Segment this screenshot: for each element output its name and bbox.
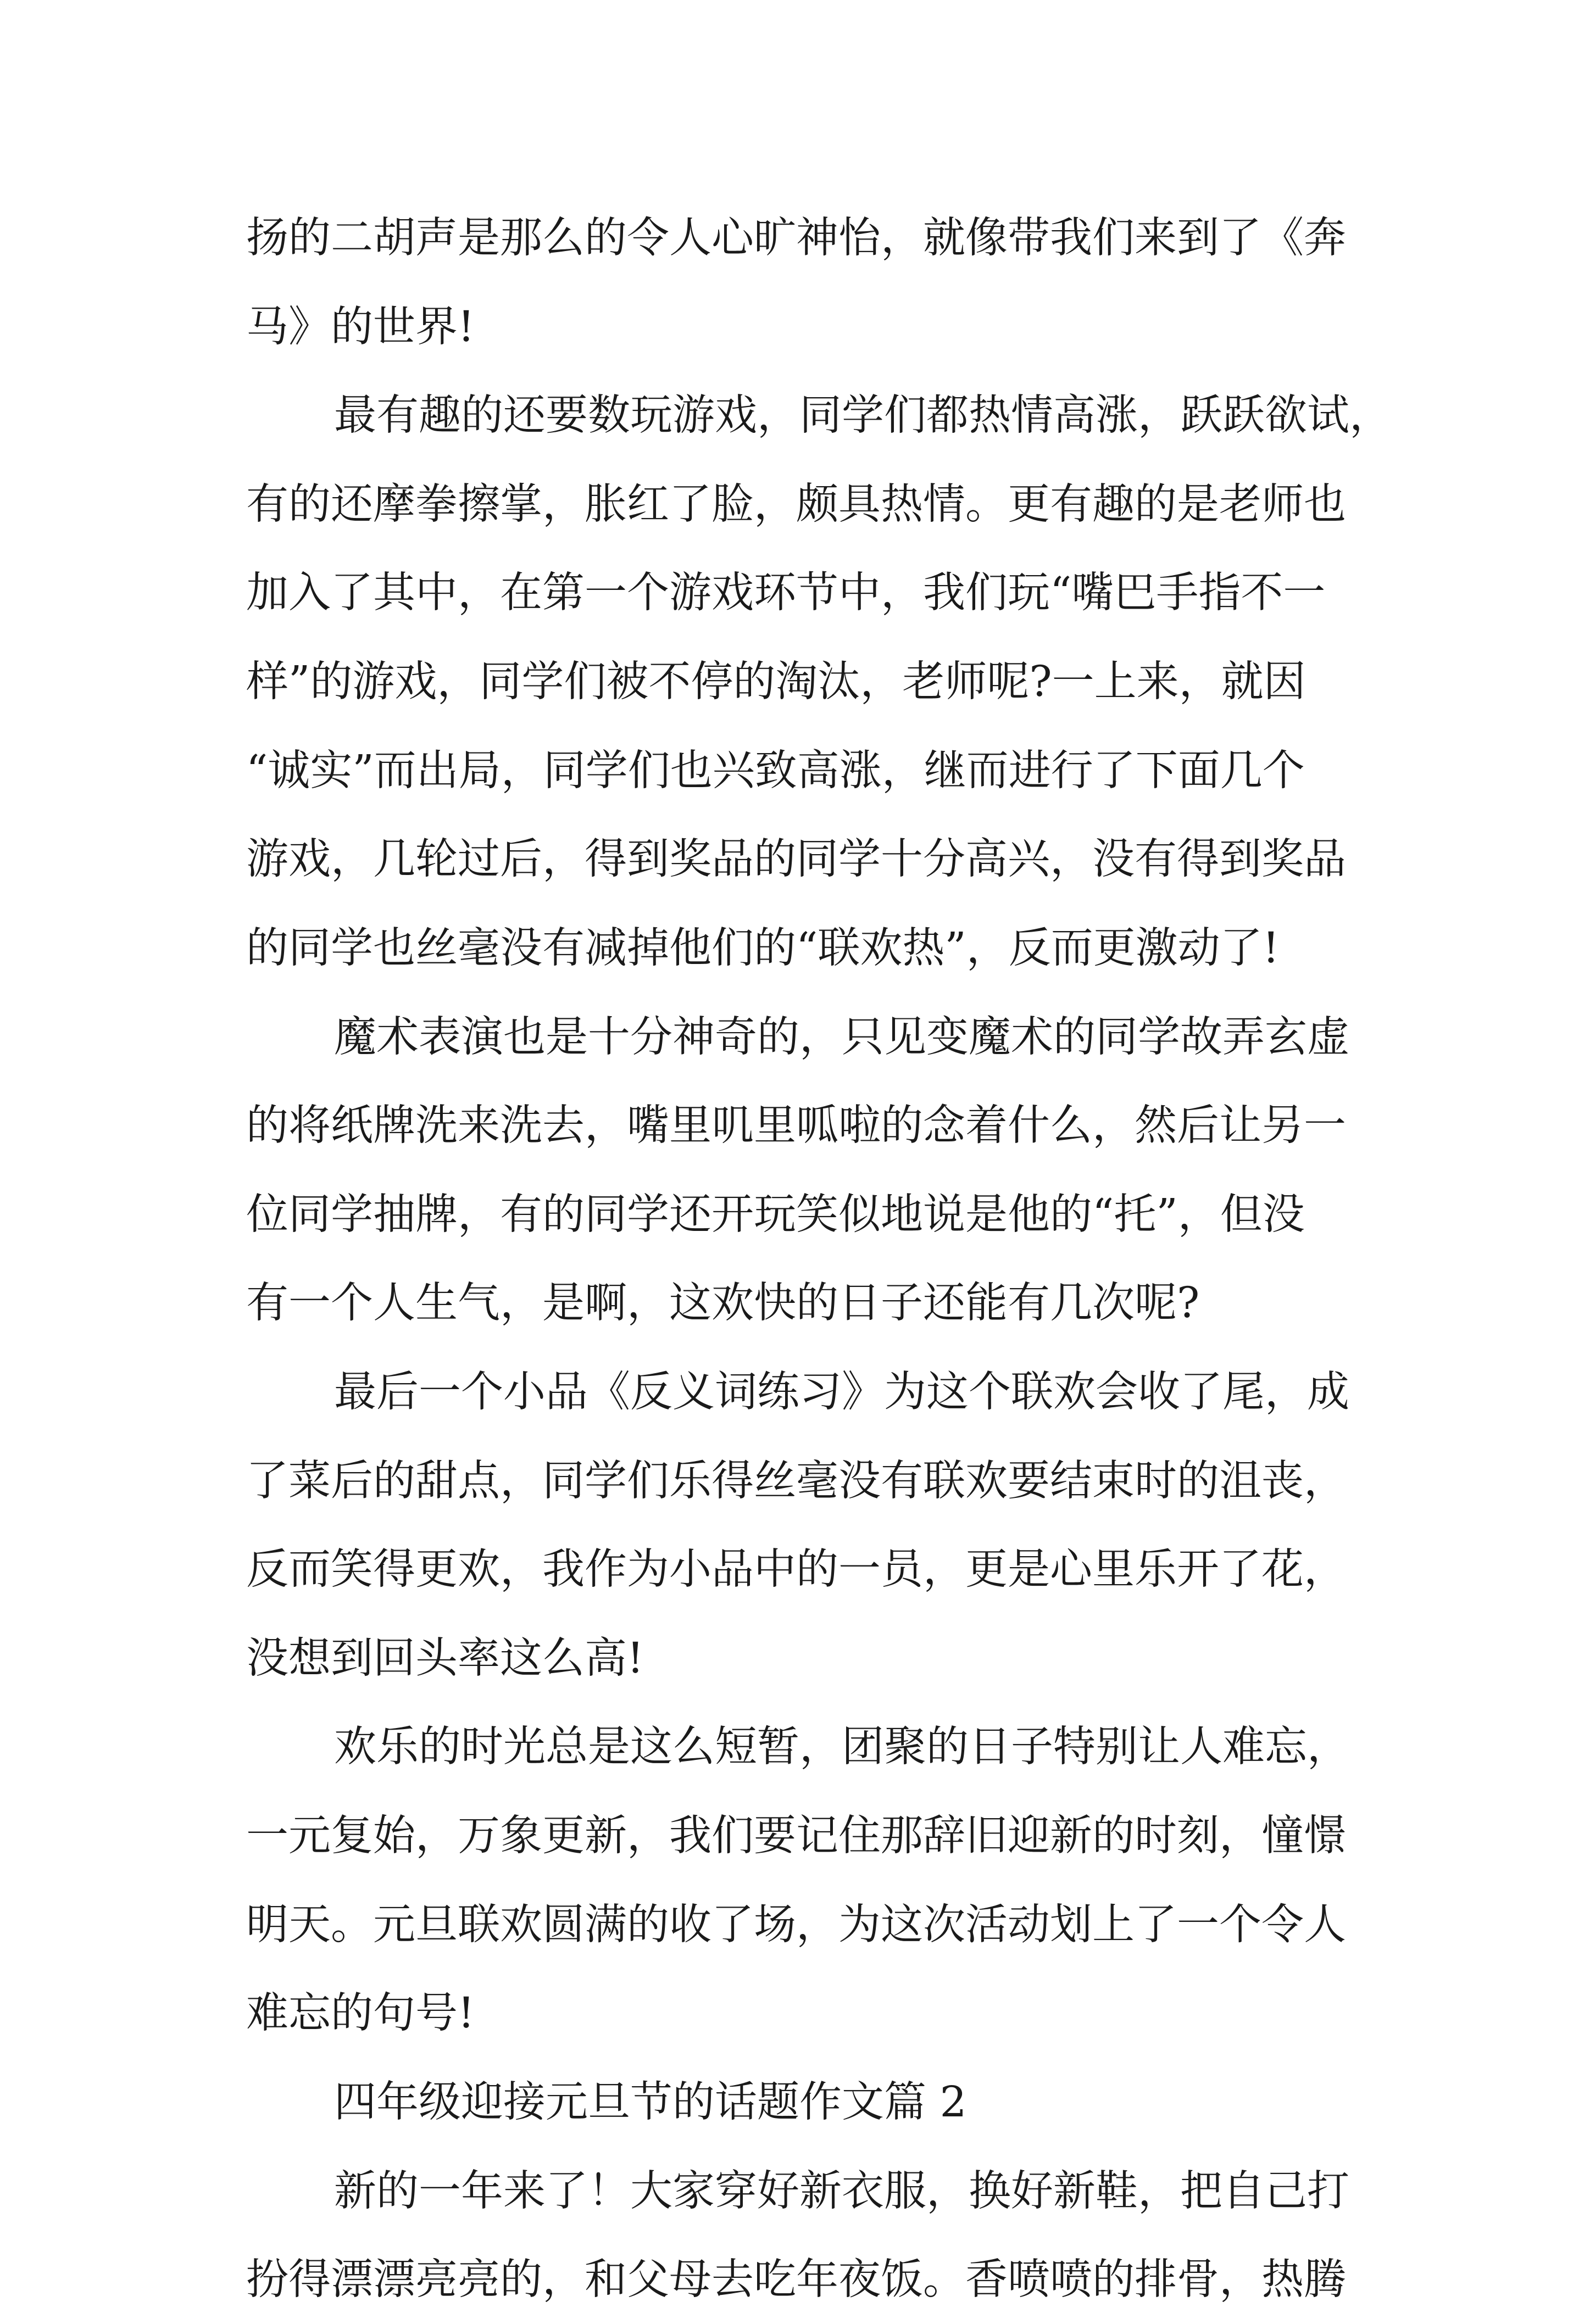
text-line: 一元复始，万象更新，我们要记住那辞旧迎新的时刻，憧憬 xyxy=(246,1812,1346,1860)
text-line: 的同学也丝毫没有减掉他们的“联欢热”，反而更激动了! xyxy=(246,924,1280,973)
text-line: 游戏，几轮过后，得到奖品的同学十分高兴，没有得到奖品 xyxy=(246,835,1346,884)
text-line: 扬的二胡声是那么的令人心旷神怡，就像带我们来到了《奔 xyxy=(246,214,1346,263)
text-line: 马》的世界! xyxy=(246,303,475,352)
text-line: 的将纸牌洗来洗去，嘴里叽里呱啦的念着什么，然后让另一 xyxy=(246,1101,1346,1150)
text-line: 反而笑得更欢，我作为小品中的一员，更是心里乐开了花， xyxy=(246,1545,1346,1594)
paragraph-first-line: 最有趣的还要数玩游戏，同学们都热情高涨，跃跃欲试， xyxy=(334,391,1392,440)
paragraph-first-line: 魔术表演也是十分神奇的，只见变魔术的同学故弄玄虚 xyxy=(334,1013,1349,1062)
text-line: 扮得漂漂亮亮的，和父母去吃年夜饭。香喷喷的排骨，热腾 xyxy=(246,2255,1346,2304)
text-line: 没想到回头率这么高! xyxy=(246,1634,644,1683)
text-line: 有的还摩拳擦掌，胀红了脸，颇具热情。更有趣的是老师也 xyxy=(246,480,1346,529)
text-line: 样”的游戏，同学们被不停的淘汰，老师呢?一上来，就因 xyxy=(246,657,1306,706)
text-line: 位同学抽牌，有的同学还开玩笑似地说是他的“托”，但没 xyxy=(246,1190,1305,1239)
text-line: 难忘的句号! xyxy=(246,1989,475,2038)
text-line: 加入了其中，在第一个游戏环节中，我们玩“嘴巴手指不一 xyxy=(246,569,1326,617)
paragraph-first-line: 新的一年来了！大家穿好新衣服，换好新鞋，把自己打 xyxy=(334,2167,1349,2216)
text-line: “诚实”而出局，同学们也兴致高涨，继而进行了下面几个 xyxy=(246,746,1305,795)
paragraph-first-line: 最后一个小品《反义词练习》为这个联欢会收了尾，成 xyxy=(334,1368,1349,1417)
section-heading: 四年级迎接元旦节的话题作文篇 2 xyxy=(334,2078,967,2127)
text-line: 了菜后的甜点，同学们乐得丝毫没有联欢要结束时的沮丧， xyxy=(246,1457,1346,1506)
text-line: 有一个人生气，是啊，这欢快的日子还能有几次呢? xyxy=(246,1279,1200,1328)
text-line: 明天。元旦联欢圆满的收了场，为这次活动划上了一个令人 xyxy=(246,1901,1346,1949)
paragraph-first-line: 欢乐的时光总是这么短暂，团聚的日子特别让人难忘， xyxy=(334,1723,1349,1771)
